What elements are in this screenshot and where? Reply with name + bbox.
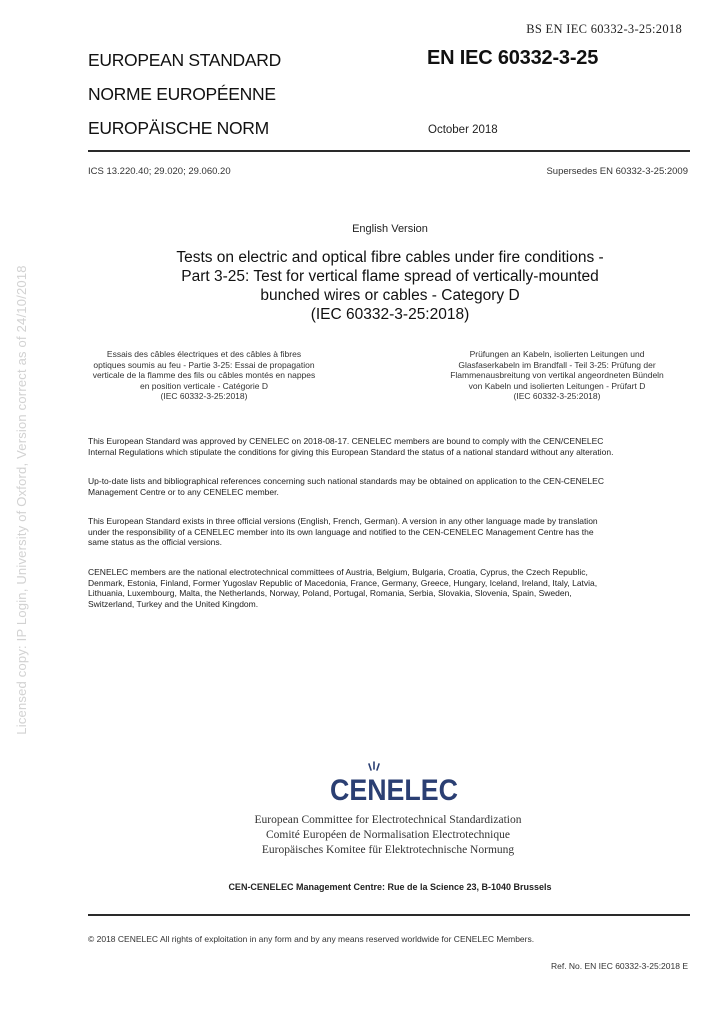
versions-paragraph bbox=[88, 516, 694, 548]
supersedes-note: Supersedes EN 60332-3-25:2009 bbox=[546, 166, 688, 177]
title-de-line: von Kabeln und isolierten Leitungen - Prüfart D bbox=[468, 380, 646, 391]
paragraph-line: CENELEC members are the national electrotechnical committees of Austria, Belgium, Bulgaria, Croatia, Cyprus, the Czech Republic, bbox=[88, 567, 588, 577]
paragraph-line: Up-to-date lists and bibliographical references concerning such national standards may be obtained on application to the CEN-CENELEC bbox=[88, 476, 604, 486]
ics-codes: ICS 13.220.40; 29.020; 29.060.20 bbox=[88, 166, 231, 177]
paragraph-line: Lithuania, Luxembourg, Malta, the Netherlands, Norway, Poland, Portugal, Romania, Serbia, Slovakia, Slovenia, Spain, Sweden, bbox=[88, 588, 572, 598]
copyright-notice: © 2018 CENELEC All rights of exploitation in any form and by any means reserved worldwide for CENELEC Members. bbox=[88, 934, 535, 944]
footer-divider bbox=[88, 914, 690, 916]
members-paragraph bbox=[88, 567, 694, 609]
title-line: Tests on electric and optical fibre cables under fire conditions - bbox=[176, 249, 604, 266]
document-title bbox=[100, 248, 680, 324]
logo-wordmark: CENELEC bbox=[330, 774, 458, 804]
paragraph-line: Denmark, Estonia, Finland, Former Yugoslav Republic of Macedonia, France, Germany, Greece, Hungary, Iceland, Ireland, Italy, Latvia, bbox=[88, 577, 598, 588]
publication-date: October 2018 bbox=[428, 124, 498, 136]
title-de-line: Flammenausbreitung von vertikal angeordneten Bündeln bbox=[450, 370, 664, 381]
paragraph-line: Switzerland, Turkey and the United Kingdom. bbox=[88, 598, 259, 609]
standard-type-de: EUROPÄISCHE NORM bbox=[88, 118, 269, 138]
title-german bbox=[432, 349, 682, 402]
cenelec-logo-icon bbox=[330, 760, 460, 804]
title-fr-line: Essais des câbles électriques et des câbles à fibres bbox=[106, 349, 302, 359]
paragraph-line: same status as the official versions. bbox=[88, 537, 223, 547]
title-line: Part 3-25: Test for vertical flame spread of vertically-mounted bbox=[181, 268, 599, 285]
paragraph-line: Internal Regulations which stipulate the conditions for giving this European Standard the status of a national standard without any alteration. bbox=[88, 446, 614, 457]
standard-type-fr: NORME EUROPÉENNE bbox=[88, 84, 276, 104]
title-fr-line: (IEC 60332-3-25:2018) bbox=[160, 391, 248, 402]
committee-name-de: Europäisches Komitee für Elektrotechnische Normung bbox=[261, 844, 515, 856]
reference-number: Ref. No. EN IEC 60332-3-25:2018 E bbox=[550, 961, 688, 971]
references-paragraph bbox=[88, 476, 694, 497]
bs-reference: BS EN IEC 60332-3-25:2018 bbox=[526, 22, 682, 36]
title-de-line: Glasfaserkabeln im Brandfall - Teil 3-25: Prüfung der bbox=[458, 359, 656, 370]
title-de-line: (IEC 60332-3-25:2018) bbox=[513, 391, 601, 402]
title-fr-line: verticale de la flamme des fils ou câbles montés en nappes bbox=[92, 370, 316, 381]
standard-number: EN IEC 60332-3-25 bbox=[427, 47, 599, 69]
paragraph-line: This European Standard exists in three official versions (English, French, German). A version in any other language made by translation bbox=[88, 516, 598, 526]
license-watermark: Licensed copy: IP Login, University of Oxford, Version correct as of 24/10/2018 bbox=[14, 265, 29, 735]
paragraph-line: This European Standard was approved by CENELEC on 2018-08-17. CENELEC members are bound to comply with the CEN/CENELEC bbox=[88, 436, 604, 446]
title-line: (IEC 60332-3-25:2018) bbox=[310, 306, 470, 323]
management-centre-address: CEN-CENELEC Management Centre: Rue de la Science 23, B-1040 Brussels bbox=[228, 882, 552, 892]
committee-name-en: European Committee for Electrotechnical Standardization bbox=[254, 814, 522, 826]
committee-name-fr: Comité Européen de Normalisation Electrotechnique bbox=[266, 829, 510, 841]
approval-paragraph bbox=[88, 436, 694, 457]
title-de-line: Prüfungen an Kabeln, isolierten Leitungen und bbox=[469, 349, 645, 359]
cenelec-logo bbox=[330, 760, 460, 804]
title-fr-line: en position verticale - Catégorie D bbox=[139, 380, 269, 391]
title-french bbox=[84, 349, 324, 402]
title-line: bunched wires or cables - Category D bbox=[260, 287, 520, 304]
header-divider bbox=[88, 150, 690, 152]
language-version: English Version bbox=[352, 223, 428, 235]
paragraph-line: Management Centre or to any CENELEC member. bbox=[88, 486, 279, 497]
standard-type-en: EUROPEAN STANDARD bbox=[88, 50, 281, 70]
title-fr-line: optiques soumis au feu - Partie 3-25: Essai de propagation bbox=[93, 359, 315, 370]
paragraph-line: under the responsibility of a CENELEC member into its own language and notified to the CEN-CENELEC Management Centre has the bbox=[88, 526, 594, 537]
